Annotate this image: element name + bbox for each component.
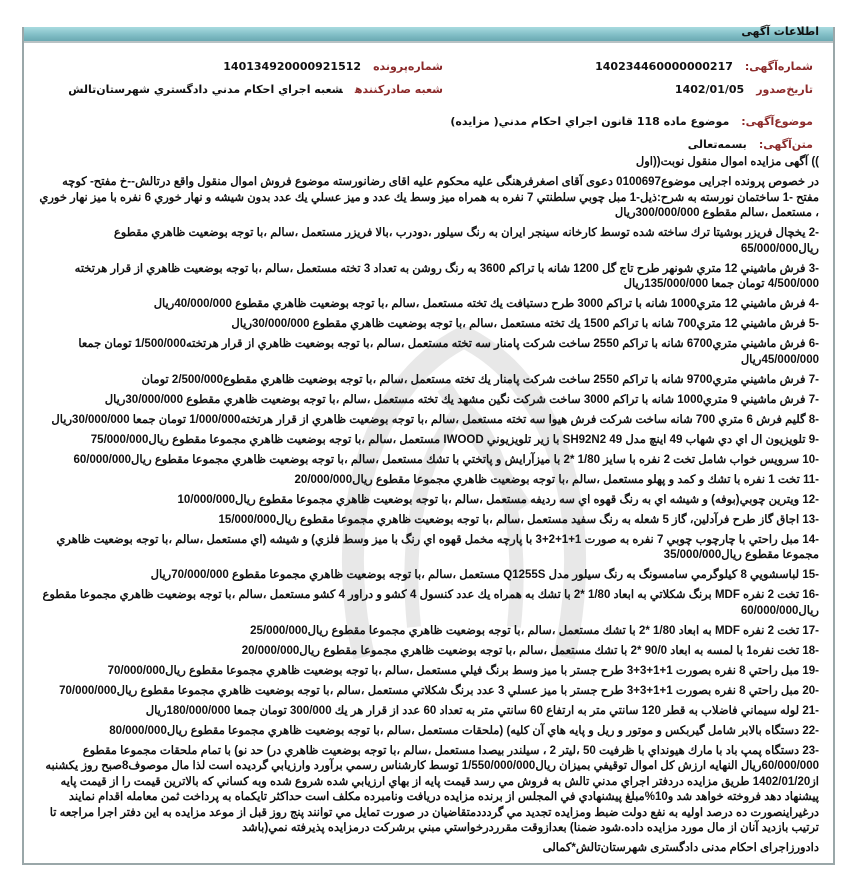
ad-number-field: [595, 60, 813, 73]
issuer-label: شعبه صادر‌کننده: [354, 83, 443, 96]
ad-item: -21 لوله سيماني فاضلاب به قطر 120 سانتي متر به ارتفاع 60 سانتي متر به تعداد 60 عدد از قرار هر يك 300/000 تومان جمعا 180/000/000ريال: [145, 704, 819, 717]
ad-item: -11 تخت 1 نفره با تشك و كمد و پهلو مستعمل ،سالم ،با توجه بوضعيت ظاهري مجموعا مقطوع ريال20/000/000: [294, 473, 819, 486]
issuer-value: شعبه اجراي احكام مدني دادگستري شهرستان‌تالش: [68, 83, 343, 96]
ad-item: -3 فرش ماشيني 12 متري شونهر طرح تاج گل 1200 شانه با تراكم 3600 به رنگ روشن به تعداد 3 تخته مستعمل ،سالم ،با توجه بوضعيت ظاهري از قرار هرتخته 4/500/000 تومان جمعا 135/000/000ريال: [74, 262, 819, 290]
ad-item: -4 فرش ماشيني 12 متري1000 شانه با تراكم 3000 طرح دستبافت يك تخته مستعمل ،سالم ،با توجه بوضعيت ظاهري مقطوع 40/000/000ريال: [153, 298, 819, 310]
ad-item: -15 لباسشويي 8 كيلوگرمي سامسونگ به رنگ سيلور مدل Q1255S مستعمل ،سالم ،با توجه بوضعيت ظاهري مجموعا مقطوع 70/000/000ريال: [150, 569, 819, 581]
case-number-value: 140134920000921512: [223, 60, 362, 73]
ad-item: -22 دستگاه بالابر شامل گيربكس و موتور و ريل و پايه هاي آن كليه) (ملحقات مستعمل ،سالم ،با توجه بوضعيت ظاهري مجموعا مقطوع ريال80/000/000: [109, 724, 819, 737]
ad-item: -20 مبل راحتي 8 نفره بصورت 1+1+3+3 طرح جستر با ميز عسلي 3 عدد برنگ شكلاتي مستعمل ،سالم ،با توجه بوضعيت ظاهري مجموعا مقطوع ريال70/000/000: [59, 684, 819, 697]
ad-item: -7 فرش ماشيني متري9700 شانه با تراكم 2550 ساخت شركت پامنار يك تخته مستعمل ،سالم ،با توجه بوضعيت ظاهري مقطوع2/500/000 تومان: [141, 373, 819, 386]
ad-item: -17 تخت 2 نفره MDF به ابعاد 1/80 *2 با تشك مستعمل ،سالم ،با توجه بوضعيت ظاهري مجموعا مقطوع ريال25/000/000: [250, 624, 819, 637]
ad-item: -16 تخت 2 نفره MDF برنگ شكلاتي به ابعاد 1/80 *2 با تشك به همراه يك عدد كنسول 4 كشو و دراور 4 كشو مستعمل ،سالم ،با توجه بوضعيت ظاهري مجموعا مقطوع ريال60/000/000: [42, 589, 819, 617]
ad-item: -8 گليم فرش 6 متري 700 شانه ساخت شركت فرش هيوا سه تخته مستعمل ،سالم ،با توجه بوضعيت ظاهري از قرار هرتخته1/000/000 تومان جمعا 30/000/000ريال: [51, 413, 819, 426]
ad-item: -13 اجاق گاز طرح فرآدلين، گاز 5 شعله به رنگ سفيد مستعمل ،سالم ،با توجه بوضعيت ظاهري مجموعا مقطوع ريال15/000/000: [218, 513, 819, 526]
ad-item: -6 فرش ماشيني متري6700 شانه با تراكم 2550 ساخت شركت پامنار سه تخته مستعمل ،سالم ،با توجه بوضعيت ظاهري از قرار هرتخته1/500/000 تومان جمعا 45/000/000ريال: [78, 338, 819, 366]
subject-value: موضوع ماده 118 قانون اجراي احكام مدني( مزايده): [450, 115, 730, 128]
case-number-label: شماره‌پرونده: [373, 60, 443, 73]
subject-label: موضوع‌آگهی:: [741, 115, 813, 128]
ad-number-label: شماره‌آگهی:: [744, 60, 813, 73]
issue-date-field: [675, 83, 813, 96]
issue-date-label: تاریخ‌صدور: [756, 83, 813, 96]
ad-info-panel: [22, 27, 835, 865]
ad-item: -18 تخت نفره1 با لمسه به ابعاد 90/0 *2 با تشك مستعمل ،سالم ،با توجه بوضعيت ظاهري مجموعا مقطوع ريال20/000/000: [241, 644, 819, 657]
ad-item: -19 مبل راحتي 8 نفره بصورت 1+1+3+3 طرح جستر با ميز وسط برنگ فيلي مستعمل ،سالم ،با توجه بوضعيت ظاهري مجموعا مقطوع ريال70/000/000: [107, 664, 819, 677]
ad-item: -2 یخچال فریزر بوشیتا ترك ساخته شده توسط کارخانه سینجر ایران به رنگ سیلور ،دودرب ،بالا فریزر مستعمل ،سالم ،با توجه بوضعيت ظاهري مقطوع ريال65/000/000: [113, 227, 819, 255]
ad-item: -7 فرش ماشيني 9 متري1000 شانه با تراكم 3000 ساخت شركت نگين مشهد يك تخته مستعمل ،سالم ،با توجه بوضعيت ظاهري مقطوع 30/000/000ريال: [104, 393, 819, 406]
ad-item: -12 ويترين چوبي(بوفه) و شيشه اي به رنگ قهوه اي سه رديفه مستعمل ،سالم ،با توجه بوضعيت ظاهري مجموعا مقطوع ريال10/000/000: [177, 493, 819, 506]
ad-item: -9 تلويزيون ال اي دي شهاب 49 اينچ مدل 49 SH92N2 با زير تلويزيوني IWOOD مستعمل ،سالم ،با توجه بوضعيت ظاهري مجموعا مقطوع ريال75/000/000: [90, 433, 819, 446]
text-intro: بسمه‌تعالی: [687, 138, 747, 151]
panel-header: [24, 27, 833, 43]
ad-number-value: 140234460000000217: [595, 60, 733, 73]
issue-date-value: 1402/01/05: [674, 83, 745, 96]
ad-item: -14 مبل راحتي با چارچوب چوبي 7 نفره به صورت 1+1+2+3 با پارچه مخمل قهوه اي رنگ با ميز وسط فلزي) و شيشه (اي مستعمل ،سالم ،با توجه بوضعيت ظاهري مجموعا مقطوع ريال35/000/000: [56, 533, 819, 561]
ad-signature: دادورزاجراى احكام مدنى دادگسترى شهرستان‌تالش*كمالى: [542, 842, 819, 854]
ad-item: -5 فرش ماشيني 12 متري700 شانه با تراكم 1500 يك تخته مستعمل ،سالم ،با توجه بوضعيت ظاهري مقطوع 30/000/000ريال: [231, 318, 819, 330]
ad-item: -10 سرويس خواب شامل تخت 2 نفره با سايز 1/80 *2 با ميزآرايش و پاتختي با تشك مستعمل ،سالم ،با توجه بوضعيت ظاهري مجموعا مقطوع ريال60/000/000: [73, 453, 819, 466]
text-label: متن‌آگهی:: [758, 138, 813, 151]
issuer-field: [68, 83, 443, 96]
text-field: [688, 138, 813, 151]
ad-paragraph: در خصوص پرونده اجرایی موضوع0100697 دعوی آقای اصغرفرهنگی علیه محکوم علیه اقای رضانورسته موضوع فروش اموال منقول واقع درتالش--خ مفتح- کوچه مفتح -1 ساختمان نورسته به شرح:ذیل-1 مبل چوبي سلطنتي 7 نفره به همراه ميز وسط يك عدد و ميز عسلي يك عدد بدون شيشه و نهار خوري 6 نفره با ميز نهار خوري ، مستعمل ،سالم مقطوع 300/000/000ريال: [39, 176, 819, 219]
case-number-field: [223, 60, 443, 73]
ad-item: -23 دستگاه پمپ باد با مارك هيونداي با ظرفيت 50 ،ليتر 2 ، سيلندر بيصدا مستعمل ،سالم ،با توجه بوضعيت ظاهري در) حد نو) با تمام ملحقات مجموعا مقطوع 60/000/000ريال النهايه ارزش كل اموال توقيفي بميزان ريال1/550/000/000 توسط كارشناس رسمي برآورد وارزيابي گرديده است لذا مال موصوف8صبح روز يكشنبه از1402/01/20 طريق مزايده دردفتر اجراي مدني تالش به فروش مي رسد قيمت پايه از بهاي ارزيابي شده شروع شده وبه كساني كه بالاترين قيمت را از قيمت پايه پيشنهاد دهد فروخته خواهد شد و10%مبلغ پيشنهادي في المجلس از برنده مزايده دريافت ونامبرده مكلف است حداكثر تايكماه به پرداخت ثمن معامله اقدام نمايند درغيراينصورت ده درصد اوليه به نفع دولت ضبط ومزايده تجديد مي گردددمتقاضيان در صورت تمايل مي توانند پنج روز قبل از موعد مزايده به اين دفتر اجرا مراجعه تا ترتيب بازديد آنان از مال مورد مزايده داده.شود ضمنا) بعدازوقت مقرردرخواستي مبني برشركت درمزايده پذيرفته نمي(باشد: [45, 744, 819, 834]
panel-title: اطلاعات آگهی: [741, 25, 819, 38]
ad-body-title: )) آگهی مزایده اموال منقول نوبت((اول: [635, 156, 819, 168]
ad-body: [39, 155, 819, 861]
subject-field: [450, 115, 813, 128]
